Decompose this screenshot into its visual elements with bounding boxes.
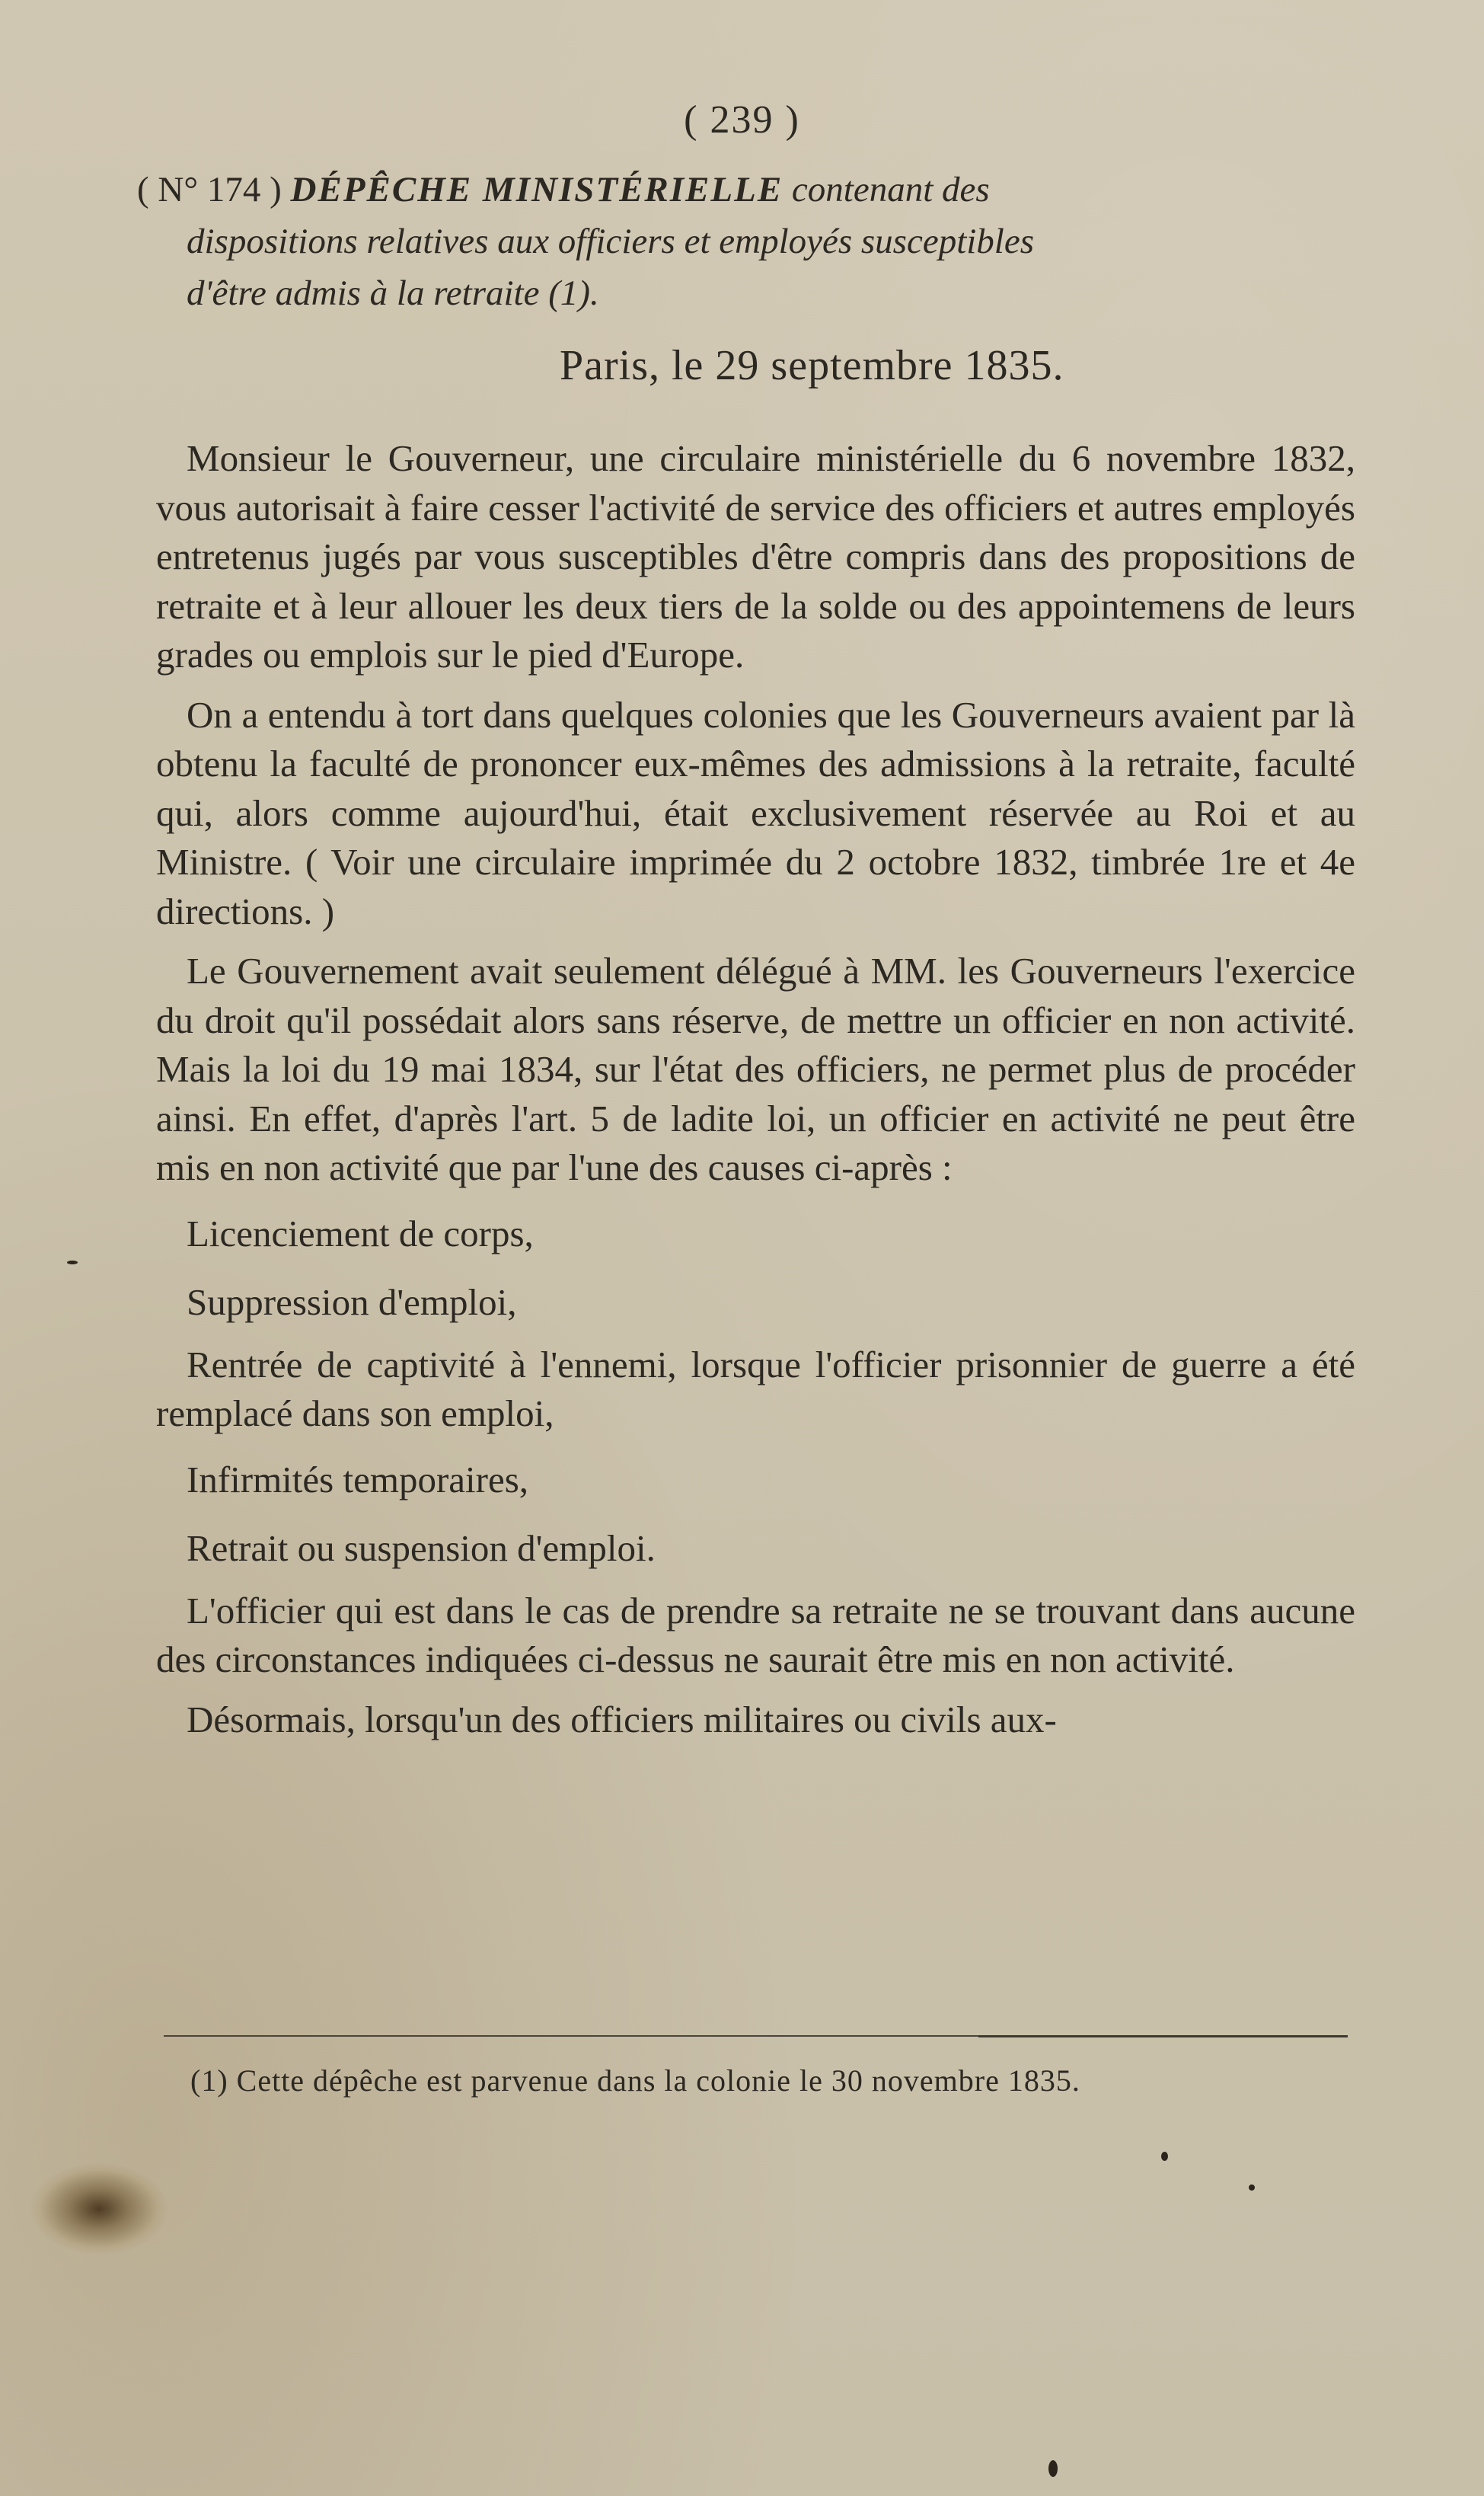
paragraph: Monsieur le Gouverneur, une circulaire ministérielle du 6 novembre 1832, vous autorisait à faire cesser l'activité de service des officiers et autres employés entretenus jugés par vous susceptibles d'être compris dans des propositions de retraite et à leur allouer les deux tiers de la solde ou des appointemens de leurs grades ou emplois sur le pied d'Europe. — [156, 437, 1355, 676]
paragraph: On a entendu à tort dans quelques colonies que les Gouverneurs avaient par là obtenu la faculté de prononcer eux-mêmes des admissions à la retraite, faculté qui, alors comme aujourd'hui, était exclusivement réservée au Roi et au Ministre. ( Voir une circulaire imprimée du 2 octobre 1832, timbrée 1re et 4e directions. ) — [156, 693, 1355, 932]
paper-stain — [30, 2163, 168, 2255]
heading-desc-line3: d'être admis à la retraite (1). — [187, 273, 599, 313]
list-item: Suppression d'emploi, — [187, 1280, 517, 1323]
footnote-divider-accent — [978, 2035, 1348, 2037]
list-item: Retrait ou suspension d'emploi. — [187, 1526, 656, 1569]
heading-desc-line1: contenant des — [791, 170, 990, 209]
page-number: ( 239 ) — [684, 98, 800, 142]
list-item: Licenciement de corps, — [187, 1212, 534, 1254]
ink-speck — [1161, 2152, 1168, 2161]
list-item: Rentrée de captivité à l'ennemi, lorsque l'officier prisonnier de guerre a été remplacé dans son emploi, — [156, 1343, 1355, 1434]
document-heading — [137, 164, 1348, 319]
ink-speck — [67, 1261, 78, 1264]
footnote: (1) Cette dépêche est parvenue dans la colonie le 30 novembre 1835. — [190, 2063, 1080, 2098]
list-item: Infirmités temporaires, — [187, 1458, 529, 1500]
heading-number: ( N° 174 ) — [137, 170, 282, 209]
paragraph: L'officier qui est dans le cas de prendre sa retraite ne se trouvant dans aucune des circonstances indiquées ci-dessus ne saurait être mis en non activité. — [156, 1589, 1355, 1680]
paragraph: Désormais, lorsqu'un des officiers militaires ou civils aux- — [187, 1698, 1057, 1740]
heading-desc-line2: dispositions relatives aux officiers et employés susceptibles — [187, 222, 1035, 261]
ink-speck — [1048, 2460, 1058, 2477]
dateline: Paris, le 29 septembre 1835. — [560, 342, 1064, 389]
paragraph: Le Gouvernement avait seulement délégué à MM. les Gouverneurs l'exercice du droit qu'il possédait alors sans réserve, de mettre un officier en non activité. Mais la loi du 19 mai 1834, sur l'état des officiers, ne permet plus de procéder ainsi. En effet, d'après l'art. 5 de ladite loi, un officier en activité ne peut être mis en non activité que par l'une des causes ci-après : — [156, 950, 1355, 1188]
heading-title: DÉPÊCHE MINISTÉRIELLE — [290, 170, 783, 209]
ink-speck — [1249, 2184, 1255, 2191]
body-text — [156, 434, 1355, 1755]
